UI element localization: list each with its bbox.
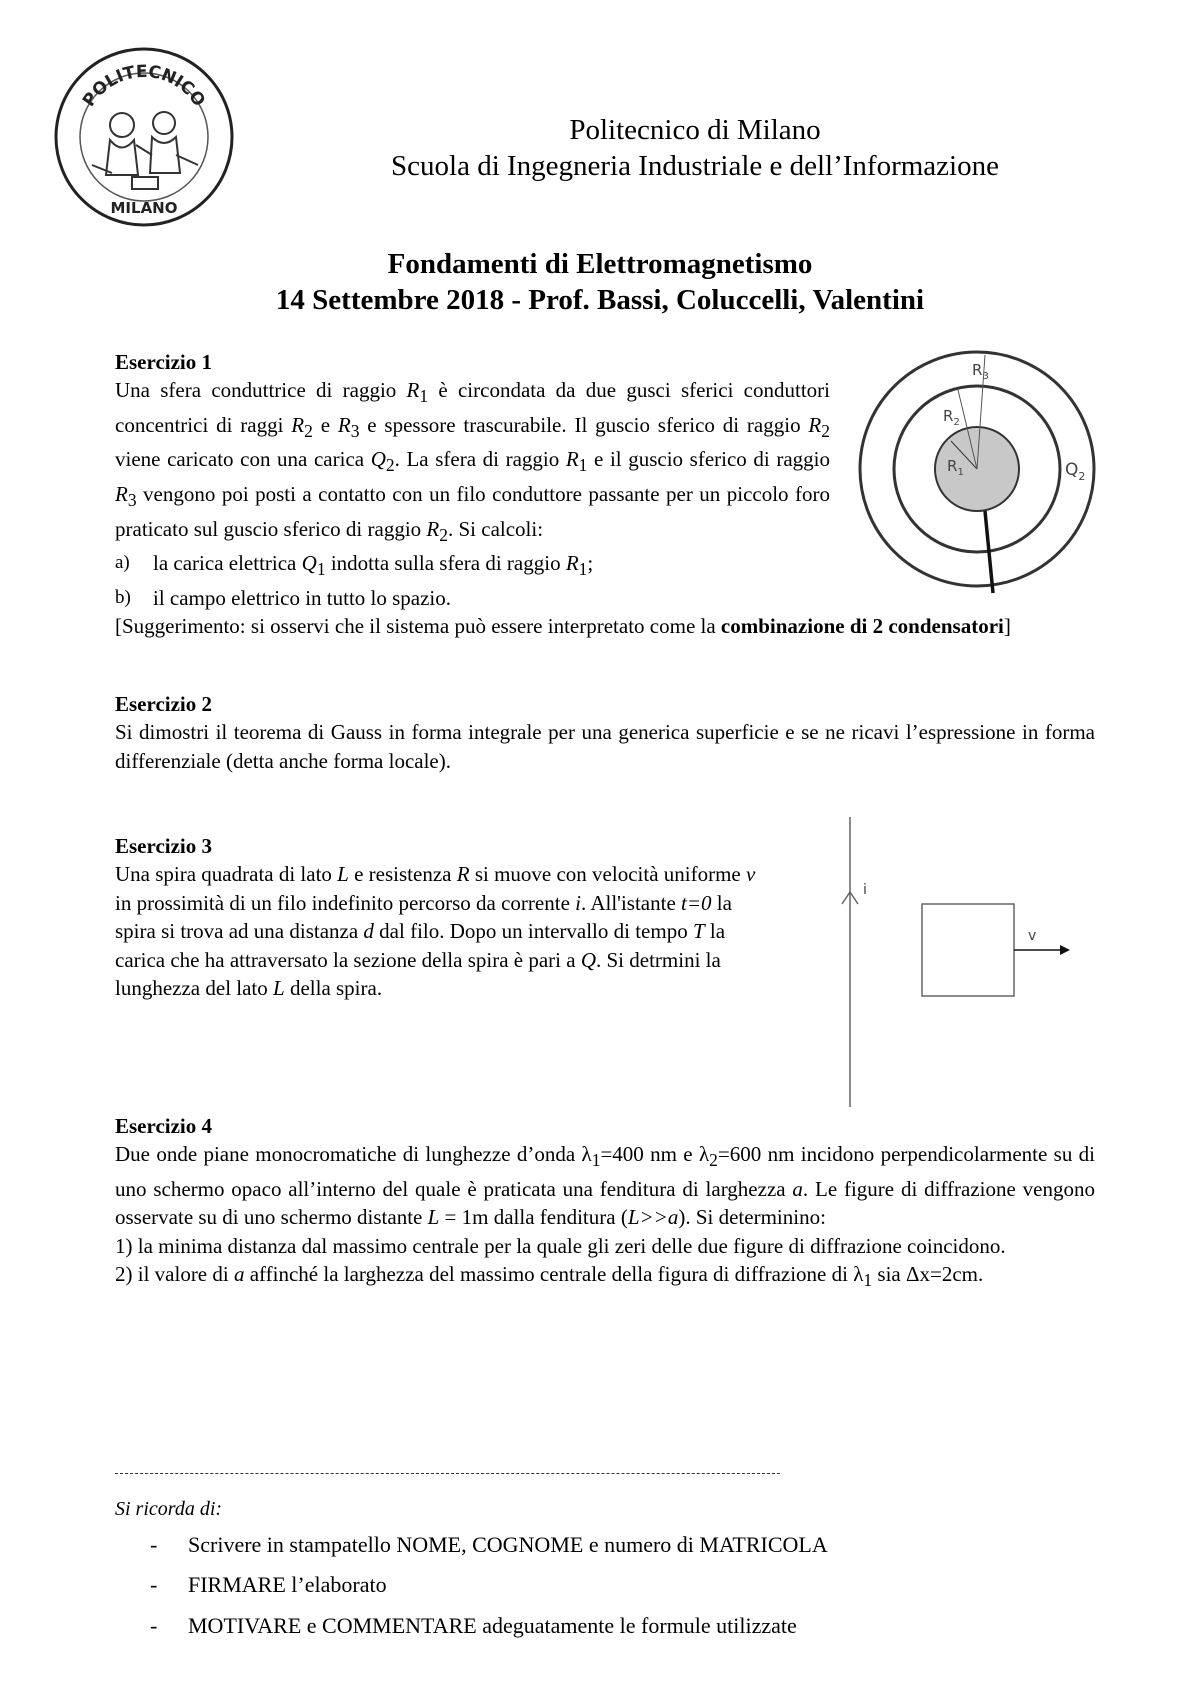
svg-text:R2: $R_2$	[943, 407, 960, 428]
label-R1: R	[947, 457, 958, 475]
institution-name: Politecnico di Milano	[569, 114, 821, 146]
exercise-2-text: Si dimostri il teorema di Gauss in forma integrale per una generica superficie e se ne ricavi l’espressione in forma differenziale (detta anche forma locale).	[115, 720, 1095, 773]
label-R3: R	[972, 361, 983, 379]
svg-text:Q2: $Q_2$	[1065, 460, 1086, 483]
exam-title	[100, 246, 1100, 318]
reminder-item: - MOTIVARE e COMMENTARE adeguatamente le formule utilizzate	[150, 1613, 797, 1638]
exercise-3	[115, 832, 775, 1003]
school-name: Scuola di Ingegneria Industriale e dell’Informazione	[391, 150, 999, 182]
logo-text-top: POLITECNICO	[79, 61, 209, 111]
label-i: i	[863, 882, 867, 898]
svg-text:R3: $R_3$	[972, 361, 989, 382]
logo-text-bottom: MILANO	[110, 199, 178, 217]
exercise-3-text: Una spira quadrata di lato L e resistenza R si muove con velocità uniforme v in prossimità di un filo indefinito percorso da corrente i. All'istante t=0 la spira si trova ad una distanza d dal filo. Dopo un intervallo di tempo T la carica che ha attraversato la sezione della spira è pari a Q. Si detrmini la lunghezza del lato L della spira.	[115, 862, 756, 1000]
exercise-1-text: Una sfera conduttrice di raggio $R_1$ è circondata da due gusci sferici conduttori concentrici di raggi $R_2$ e $R_3$ e spessore trascurabile. Il guscio sferico di raggio $R_2$ viene caricato con una carica $Q_2$. La sfera di raggio $R_1$ e il guscio sferico di raggio $R_3$ vengono poi posti a contatto con un filo conduttore passante per un piccolo foro praticato sul guscio sferico di raggio $R_2$. Si calcoli:	[115, 378, 830, 545]
exercise-1-heading: Esercizio 1	[115, 350, 213, 374]
reminder-item: - FIRMARE l’elaborato	[150, 1572, 387, 1597]
square-loop	[922, 904, 1014, 996]
label-v: v	[1028, 928, 1037, 944]
course-title: Fondamenti di Elettromagnetismo	[387, 248, 813, 280]
exercise-1-questions	[115, 549, 830, 612]
label-R2: R	[943, 407, 954, 425]
exercise-2	[115, 690, 1095, 775]
separator-rule	[115, 1473, 780, 1474]
exercise-2-heading: Esercizio 2	[115, 692, 213, 716]
exercise-4-question-2: 2) il valore di a affinché la larghezza del massimo centrale della figura di diffrazione di $\lambda_1$ sia Δx=2cm.	[115, 1262, 984, 1291]
list-item: a) la carica elettrica $Q_1$ indotta sulla sfera di raggio $R_1$;	[115, 551, 594, 580]
reminder-item: - Scrivere in stampatello NOME, COGNOME e numero di MATRICOLA	[150, 1532, 828, 1557]
institution-header	[330, 112, 1060, 184]
exercise-1	[115, 348, 830, 613]
politecnico-seal-icon	[52, 45, 236, 229]
exercise-4-text: Due onde piane monocromatiche di lunghezze d’onda $\lambda_1=400$ nm e $\lambda_2=600$ nm incidono perpendicolarmente su di uno schermo opaco all’interno del quale è praticata una fenditura di larghezza a. Le figure di diffrazione vengono osservate su di uno schermo distante L = 1m dalla fenditura (L>>a). Si determinino:	[115, 1142, 1096, 1230]
exercise-4-question-1: 1) la minima distanza dal massimo centrale per la quale gli zeri delle due figure di diffrazione coincidono.	[115, 1233, 1006, 1258]
exercise-1-hint: [Suggerimento: si osservi che il sistema può essere interpretato come la combinazione di 2 condensatori]	[115, 614, 1011, 638]
exercise-4	[115, 1112, 1095, 1295]
reminder-heading: Si ricorda di:	[115, 1498, 223, 1520]
label-Q2: Q	[1065, 460, 1079, 480]
exercise-3-heading: Esercizio 3	[115, 834, 213, 858]
list-item: b) il campo elettrico in tutto lo spazio.	[115, 586, 452, 611]
exercise-4-heading: Esercizio 4	[115, 1114, 213, 1138]
wire-loop-figure	[820, 812, 1080, 1112]
exam-date-line: 14 Settembre 2018 - Prof. Bassi, Coluccelli, Valentini	[275, 284, 925, 316]
svg-text:R1: $R_1$	[947, 457, 964, 478]
svg-text:POLITECNICO	[79, 62, 209, 111]
concentric-spheres-figure	[855, 345, 1100, 595]
